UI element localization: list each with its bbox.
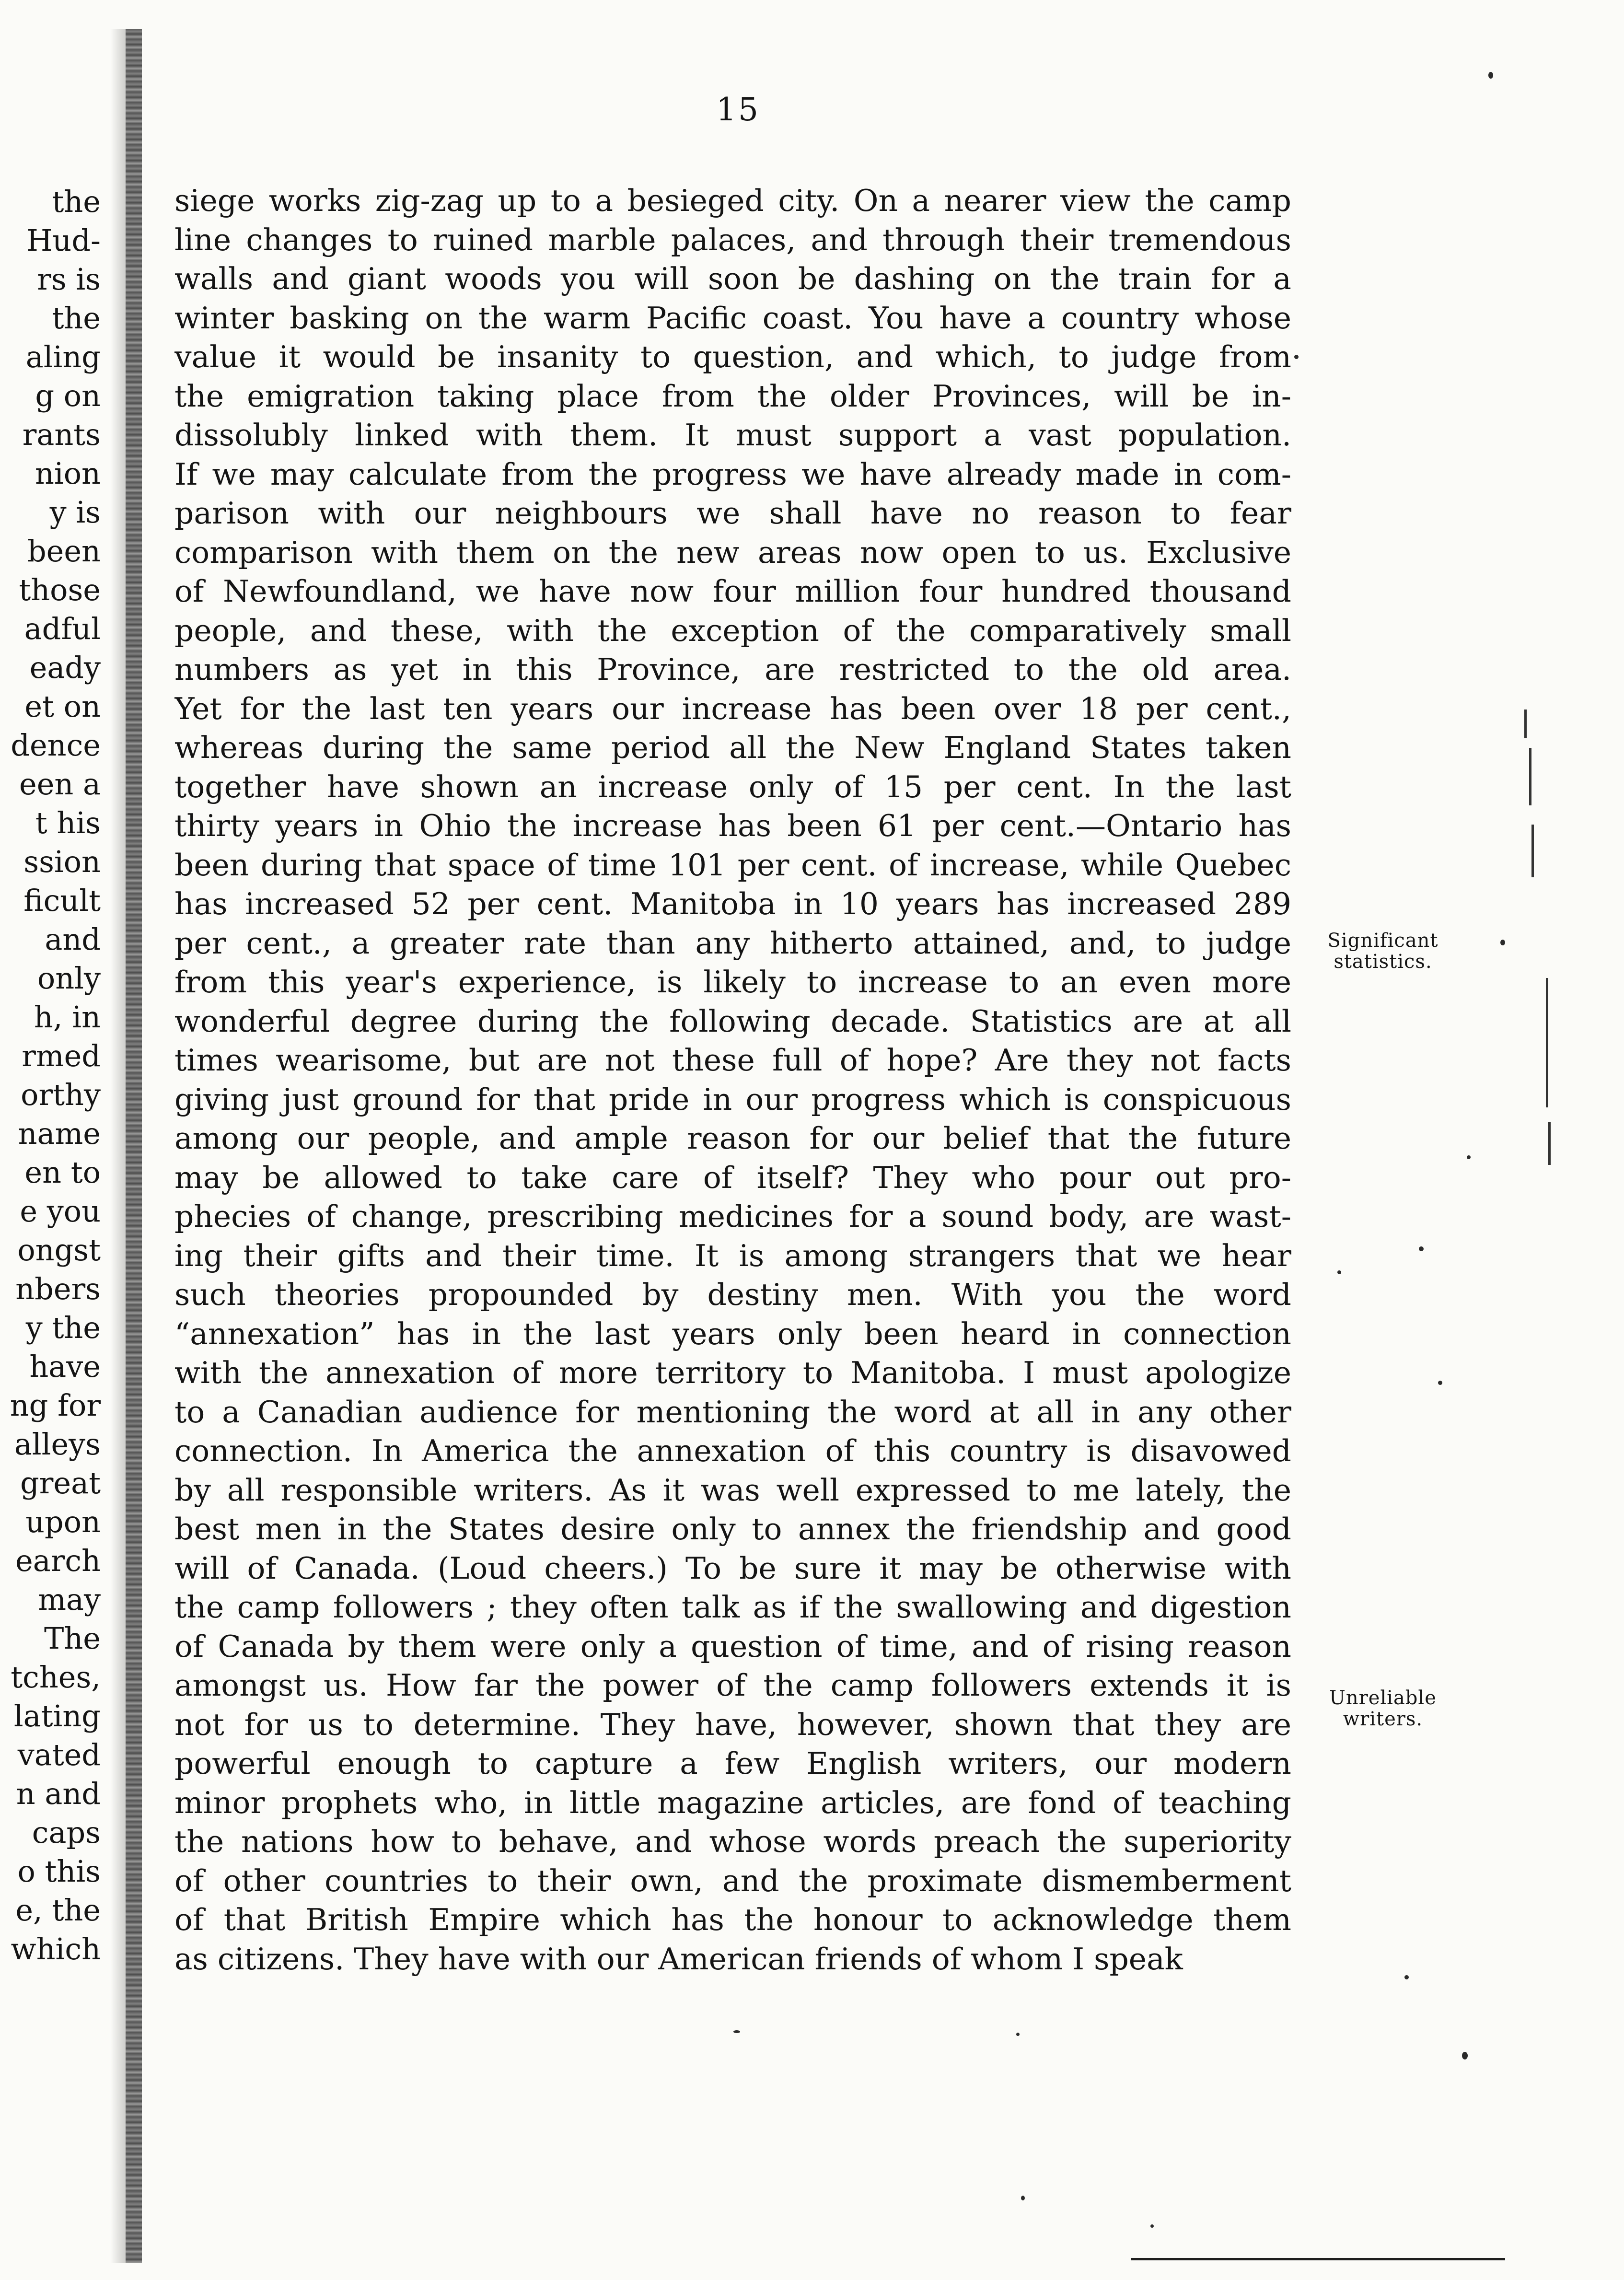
fragment-line: lating [13, 1698, 101, 1733]
fragment-line: have [29, 1349, 101, 1384]
bottom-edge-line [1131, 2258, 1505, 2260]
scan-speck [1150, 2224, 1154, 2228]
side-note-line: writers. [1343, 1708, 1423, 1730]
body-line: value it would be insanity to question, and which, to judge from [174, 339, 1291, 374]
body-line: dissolubly linked with them. It must support a vast population. [174, 418, 1291, 453]
fragment-line: et on [24, 689, 101, 724]
fragment-line: tches, [11, 1660, 101, 1695]
fragment-line: y the [25, 1310, 101, 1345]
fragment-line: e, the [15, 1893, 101, 1928]
body-line: line changes to ruined marble palaces, and through their tremendous [174, 222, 1291, 257]
body-line: to a Canadian audience for mentioning the word at all in any other [174, 1394, 1291, 1430]
fragment-line: aling [25, 339, 101, 374]
fragment-line: rmed [22, 1038, 101, 1073]
body-line: together have shown an increase only of 15 per cent. In the last [174, 769, 1291, 804]
scan-mark [1531, 825, 1534, 877]
body-line: of Canada by them were only a question of time, and of rising reason [174, 1629, 1291, 1664]
fragment-line: e you [20, 1194, 101, 1229]
body-line: times wearisome, but are not these full of hope? Are they not facts [174, 1043, 1291, 1078]
fragment-line: ficult [23, 883, 101, 918]
body-line: amongst us. How far the power of the camp followers extends it is [174, 1668, 1291, 1703]
body-line: siege works zig-zag up to a besieged city. On a nearer view the camp [174, 183, 1291, 218]
fragment-line: een a [19, 767, 101, 802]
fragment-line: The [44, 1621, 101, 1656]
scan-speck [1488, 72, 1493, 79]
scan-speck [1462, 2052, 1468, 2059]
previous-page-fragment [0, 182, 101, 1968]
body-line: of that British Empire which has the honour to acknowledge them [174, 1902, 1291, 1937]
body-line: been during that space of time 101 per cent. of increase, while Quebec [174, 847, 1291, 883]
body-line: parison with our neighbours we shall have no reason to fear [174, 496, 1291, 531]
body-line: by all responsible writers. As it was well expressed to me lately, the [174, 1472, 1291, 1508]
body-line: comparison with them on the new areas now open to us. Exclusive [174, 535, 1291, 570]
fragment-line: t his [35, 805, 101, 840]
scan-speck [1467, 1155, 1471, 1159]
fragment-line: nion [35, 456, 101, 491]
scan-speck [1404, 1975, 1409, 1979]
body-line: the emigration taking place from the older Provinces, will be in- [174, 378, 1291, 414]
body-line: from this year's experience, is likely to increase to an even more [174, 965, 1291, 1000]
scan-speck [733, 2030, 740, 2033]
body-line: of other countries to their own, and the proximate dismemberment [174, 1863, 1291, 1898]
binding-gutter [126, 29, 142, 2263]
body-line: as citizens. They have with our American friends of whom I speak [174, 1941, 1183, 1977]
scan-speck [1294, 355, 1299, 359]
fragment-line: o this [17, 1854, 101, 1889]
body-line: ing their gifts and their time. It is among strangers that we hear [174, 1238, 1291, 1273]
scan-mark [1546, 978, 1548, 1107]
fragment-line: rants [22, 417, 101, 452]
fragment-line: g on [35, 378, 101, 413]
body-line: the nations how to behave, and whose words preach the superiority [174, 1824, 1291, 1859]
scan-speck [1016, 2033, 1020, 2036]
body-line: with the annexation of more territory to Manitoba. I must apologize [174, 1355, 1291, 1390]
fragment-line: en to [24, 1155, 101, 1190]
body-line: If we may calculate from the progress we have already made in com- [174, 456, 1291, 492]
fragment-line: the [52, 301, 101, 336]
fragment-line: name [18, 1116, 101, 1151]
fragment-line: and [45, 922, 101, 957]
scan-speck [1438, 1381, 1442, 1385]
fragment-line: may [38, 1582, 101, 1617]
scan-mark [1548, 1122, 1551, 1165]
body-line: “annexation” has in the last years only been heard in connection [174, 1316, 1291, 1351]
fragment-line: orthy [21, 1077, 101, 1112]
body-line: people, and these, with the exception of the comparatively small [174, 613, 1291, 648]
body-line: phecies of change, prescribing medicines for a sound body, are wast- [174, 1199, 1291, 1234]
fragment-line: the [52, 184, 101, 219]
fragment-line: dence [11, 728, 101, 763]
body-line: among our people, and ample reason for our belief that the future [174, 1121, 1291, 1156]
fragment-line: y is [49, 495, 101, 530]
fragment-line: great [20, 1466, 101, 1501]
scan-speck [1337, 1270, 1341, 1274]
body-line: wonderful degree during the following decade. Statistics are at all [174, 1003, 1291, 1039]
fragment-line: vated [17, 1737, 101, 1772]
body-line: whereas during the same period all the New England States taken [174, 730, 1291, 765]
page-number: 15 [716, 91, 760, 128]
fragment-line: alleys [14, 1427, 101, 1462]
side-note-line: Significant [1327, 930, 1438, 952]
fragment-line: ssion [23, 844, 101, 879]
fragment-line: ng for [10, 1388, 101, 1423]
side-note-line: Unreliable [1329, 1687, 1437, 1709]
body-line: not for us to determine. They have, however, shown that they are [174, 1707, 1291, 1742]
fragment-line: nbers [15, 1271, 101, 1306]
body-line: may be allowed to take care of itself? They who pour out pro- [174, 1160, 1291, 1195]
body-line: the camp followers ; they often talk as if the swallowing and digestion [174, 1590, 1291, 1625]
body-line: best men in the States desire only to annex the friendship and good [174, 1512, 1291, 1547]
fragment-line: which [11, 1931, 101, 1966]
scan-speck [1021, 2196, 1025, 2200]
fragment-line: Hud- [26, 223, 101, 258]
fragment-line: h, in [34, 1000, 101, 1035]
fragment-line: ongst [17, 1233, 101, 1268]
fragment-line: adful [24, 611, 101, 646]
body-line: has increased 52 per cent. Manitoba in 10 years has increased 289 [174, 886, 1291, 921]
fragment-line: those [19, 572, 101, 607]
fragment-line: been [27, 534, 101, 569]
scan-speck [1500, 940, 1505, 945]
side-note-significant-statistics [1304, 930, 1462, 972]
side-note-line: statistics. [1334, 951, 1432, 973]
body-line: minor prophets who, in little magazine articles, are fond of teaching [174, 1785, 1291, 1820]
side-note-unreliable-writers [1304, 1687, 1462, 1730]
fragment-line: earch [15, 1543, 101, 1578]
body-line: powerful enough to capture a few English writers, our modern [174, 1746, 1291, 1781]
body-line: will of Canada. (Loud cheers.) To be sure it may be otherwise with [174, 1550, 1291, 1586]
fragment-line: upon [25, 1504, 101, 1539]
body-line: giving just ground for that pride in our progress which is conspicuous [174, 1082, 1291, 1117]
scan-speck [1419, 1246, 1424, 1251]
body-line: numbers as yet in this Province, are restricted to the old area. [174, 652, 1291, 687]
body-line: of Newfoundland, we have now four million four hundred thousand [174, 574, 1291, 609]
body-line: thirty years in Ohio the increase has been 61 per cent.—Ontario has [174, 808, 1291, 843]
fragment-line: eady [29, 650, 101, 685]
fragment-line: caps [32, 1815, 101, 1850]
body-line: such theories propounded by destiny men. With you the word [174, 1277, 1291, 1312]
body-line: connection. In America the annexation of this country is disavowed [174, 1433, 1291, 1468]
body-line: winter basking on the warm Pacific coast. You have a country whose [174, 300, 1291, 336]
body-line: walls and giant woods you will soon be dashing on the train for a [174, 261, 1291, 296]
fragment-line: only [37, 961, 101, 996]
binding-shadow [110, 29, 126, 2263]
scan-mark [1524, 710, 1527, 738]
fragment-line: rs is [37, 262, 101, 297]
body-text [174, 181, 1291, 1978]
body-line: per cent., a greater rate than any hitherto attained, and, to judge [174, 925, 1291, 961]
fragment-line: n and [16, 1776, 101, 1811]
scan-mark [1529, 748, 1531, 805]
body-line: Yet for the last ten years our increase has been over 18 per cent., [174, 691, 1291, 726]
